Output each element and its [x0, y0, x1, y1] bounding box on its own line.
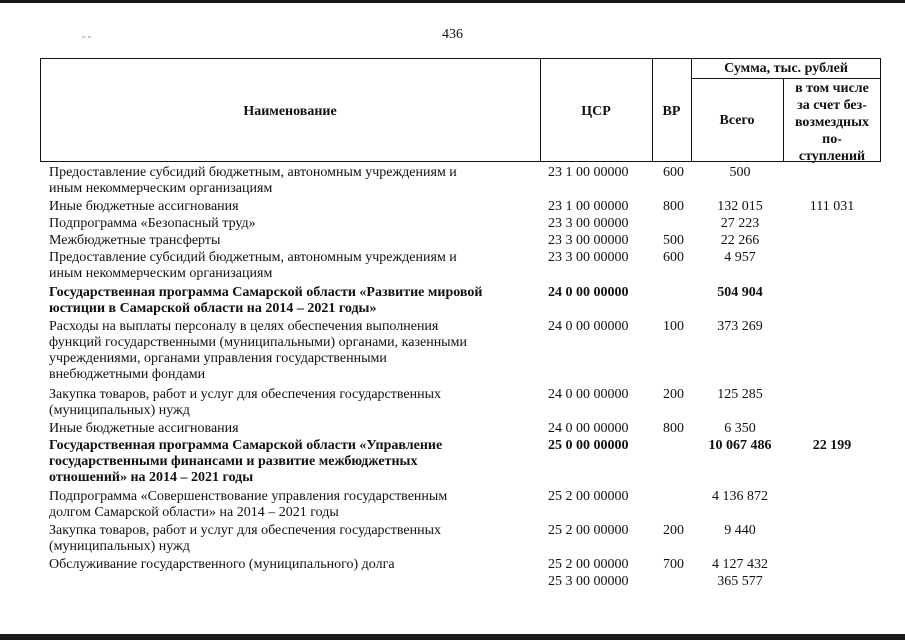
header-grant: в том числе за счет без- возмездных по- ступлений	[794, 81, 870, 164]
header-sum-underline	[691, 78, 881, 79]
header-name: Наименование	[243, 104, 337, 119]
header-sum: Сумма, тыс. рублей	[724, 61, 848, 76]
header-csr: ЦСР	[581, 104, 611, 119]
scan-bottom-edge	[0, 634, 905, 640]
scan-speck: ˝ ˝	[82, 36, 92, 47]
header-vr: ВР	[662, 104, 681, 119]
page-number: 436	[442, 27, 463, 42]
scan-top-edge	[0, 0, 905, 3]
header-total: Всего	[719, 113, 755, 128]
